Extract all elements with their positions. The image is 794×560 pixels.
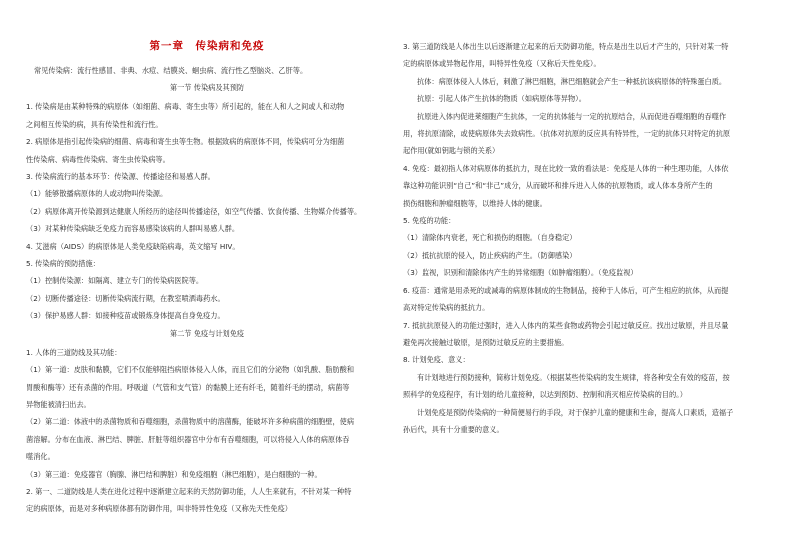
paragraph-line: （1）清除体内衰老，死亡和损伤的细胞。（自身稳定） (403, 233, 577, 243)
paragraph-line: 之间相互传染的病，具有传染性和流行性。 (26, 119, 163, 129)
paragraph-line: 3. 传染病流行的基本环节：传染源、传播途径和易感人群。 (26, 172, 215, 182)
paragraph-line: 抗体：病原体侵入人体后，刺激了淋巴细胞，淋巴细胞就会产生一种抵抗该病原体的特殊蛋白质。 (417, 76, 727, 86)
paragraph-line: 抗原：引起人体产生抗体的物质（如病原体等异物）。 (417, 94, 586, 104)
paragraph-line: （2）抵抗抗原的侵入，防止疾病的产生。（防御感染） (403, 250, 577, 260)
paragraph-line: 菌溶解。分布在血液、淋巴结、脾脏、肝脏等组织器官中分布有吞噬细胞，可以将侵入人体的病原体吞 (26, 434, 350, 444)
paragraph-line: 5. 免疫的功能： (403, 216, 456, 226)
paragraph-line: （2）切断传播途径：切断传染病流行期，在教室喷洒毒药水。 (26, 293, 225, 303)
paragraph-line: 噬消化。 (26, 452, 55, 462)
paragraph-line: 孙后代，具有十分重要的意义。 (403, 424, 504, 434)
paragraph-line: 定的病原体或异物起作用，叫特异性免疫（又称后天性免疫）。 (403, 59, 601, 69)
paragraph-line: 4. 艾滋病（AIDS）的病原体是人类免疫缺陷病毒，英文缩写 HIV。 (26, 241, 240, 251)
paragraph-line: （2）病原体离开传染源到达健康人所经历的途径叫传播途径，如空气传播、饮食传播、生物媒介传播等。 (26, 206, 362, 216)
section-title-1: 第一节 传染病及其预防 (169, 83, 245, 93)
paragraph-line: 计划免疫是预防传染病的一种简便易行的手段，对于保护儿童的健康和生命，提高人口素质，造福子 (417, 407, 734, 417)
paragraph-line: 1. 人体的三道防线及其功能： (26, 347, 122, 357)
chapter-title: 第一章 传染病和免疫 (149, 40, 265, 52)
paragraph-line: 避免再次接触过敏原，是预防过敏反应的主要措施。 (403, 337, 569, 347)
paragraph-line: 抗原进入体内促进莱细胞产生抗体，一定的抗体能与一定的抗原结合，从而促进吞噬细胞的吞噬作 (417, 111, 727, 121)
paragraph-line: 4. 免疫：最初指人体对病原体的抵抗力，现在比较一致的看法是：免疫是人体的一种生理功能，人体依 (403, 163, 729, 173)
paragraph-line: 用，将抗原清除，或使病原体失去致病性。（抗体对抗原的反应具有特异性，一定的抗体只对特定的抗原 (403, 129, 731, 139)
paragraph-line: （3）监视，识别和清除体内产生的异常细胞（如肿瘤细胞）。（免疫监视） (403, 268, 638, 278)
paragraph-line: （1）控制传染源：如隔离、建立专门的传染病医院等。 (26, 276, 204, 286)
paragraph-line: 靠这种功能识别“自己”和“非己”成分，从而破坏和排斥进入人体的抗原物质，或人体本身所产生的 (403, 181, 713, 191)
paragraph-line: 定的病原体，而是对多种病原体都有防御作用，叫非特异性免疫（又称先天性免疫） (26, 504, 292, 514)
left-column (26, 36, 388, 518)
paragraph-line: （3）对某种传染病缺乏免疫力而容易感染该病的人群叫易感人群。 (26, 224, 240, 234)
right-column (403, 38, 773, 438)
paragraph-line: 高对特定传染病的抵抗力。 (403, 303, 490, 313)
paragraph-line: 照科学的免疫程序，有计划的给儿童接种，以达到预防、控制和消灭相应传染病的目的。） (403, 390, 687, 400)
section-title-2: 第二节 免疫与计划免疫 (169, 328, 245, 338)
paragraph-line: （1）第一道：皮肤和黏膜，它们不仅能够阻挡病原体侵入人体，而且它们的分泌物（如乳酸、脂肪酸和 (26, 365, 355, 375)
paragraph-line: 5. 传染病的预防措施： (26, 259, 100, 269)
paragraph-line: 2. 病原体是指引起传染病的细菌、病毒和寄生虫等生物。根据致病的病原体不同，传染病可分为细菌 (26, 137, 345, 147)
paragraph-line: 胃酸和酶等）还有杀菌的作用。呼吸道（气管和支气管）的黏膜上还有纤毛，随着纤毛的摆动，病菌等 (26, 382, 350, 392)
paragraph-line: 2. 第一、二道防线是人类在进化过程中逐渐建立起来的天然防御功能，人人生来就有，不针对某一种特 (26, 486, 352, 496)
paragraph-line: （1）能够散播病原体的人或动物叫传染源。 (26, 189, 168, 199)
paragraph-line: 6. 疫苗：通常是用杀死的或减毒的病原体制成的生物制品，接种于人体后，可产生相应的抗体，从而提 (403, 285, 729, 295)
paragraph-line: 有计划地进行预防接种，简称计划免疫。（根据某些传染病的发生规律，将各种安全有效的疫苗，按 (417, 372, 730, 382)
paragraph-line: 起作用(就如钥匙与锁的关系） (403, 146, 500, 156)
common-diseases-line: 常见传染病：流行性感冒、非典、水痘、结膜炎、蛔虫病、流行性乙型脑炎、乙肝等。 (34, 66, 308, 75)
paragraph-line: 异物能被清扫出去。 (26, 399, 91, 409)
paragraph-line: 性传染病、病毒性传染病、寄生虫传染病等。 (26, 154, 170, 164)
paragraph-line: 8. 计划免疫、意义： (403, 355, 470, 365)
paragraph-line: 损伤细胞和肿瘤细胞等，以维持人体的健康。 (403, 198, 547, 208)
paragraph-line: （3）第三道：免疫器官（胸腺、淋巴结和脾脏）和免疫细胞（淋巴细胞），是白细胞的一种。 (26, 469, 322, 479)
paragraph-line: （3）保护易感人群：如接种疫苗或锻炼身体提高自身免疫力。 (26, 311, 225, 321)
paragraph-line: 7. 抵抗抗原侵入的功能过强时，进入人体内的某些食物或药物会引起过敏反应。找出过敏原，并且尽量 (403, 320, 729, 330)
paragraph-line: 3. 第三道防线是人体出生以后逐渐建立起来的后天防御功能，特点是出生以后才产生的，只针对某一特 (403, 42, 729, 51)
paragraph-line: 1. 传染病是由某种特殊的病原体（如细菌、病毒、寄生虫等）所引起的，能在人和人之间或人和动物 (26, 102, 345, 112)
paragraph-line: （2）第二道：体液中的杀菌物质和吞噬细胞，杀菌物质中的溶菌酶，能破坏许多种病菌的细胞壁，使病 (26, 417, 355, 427)
